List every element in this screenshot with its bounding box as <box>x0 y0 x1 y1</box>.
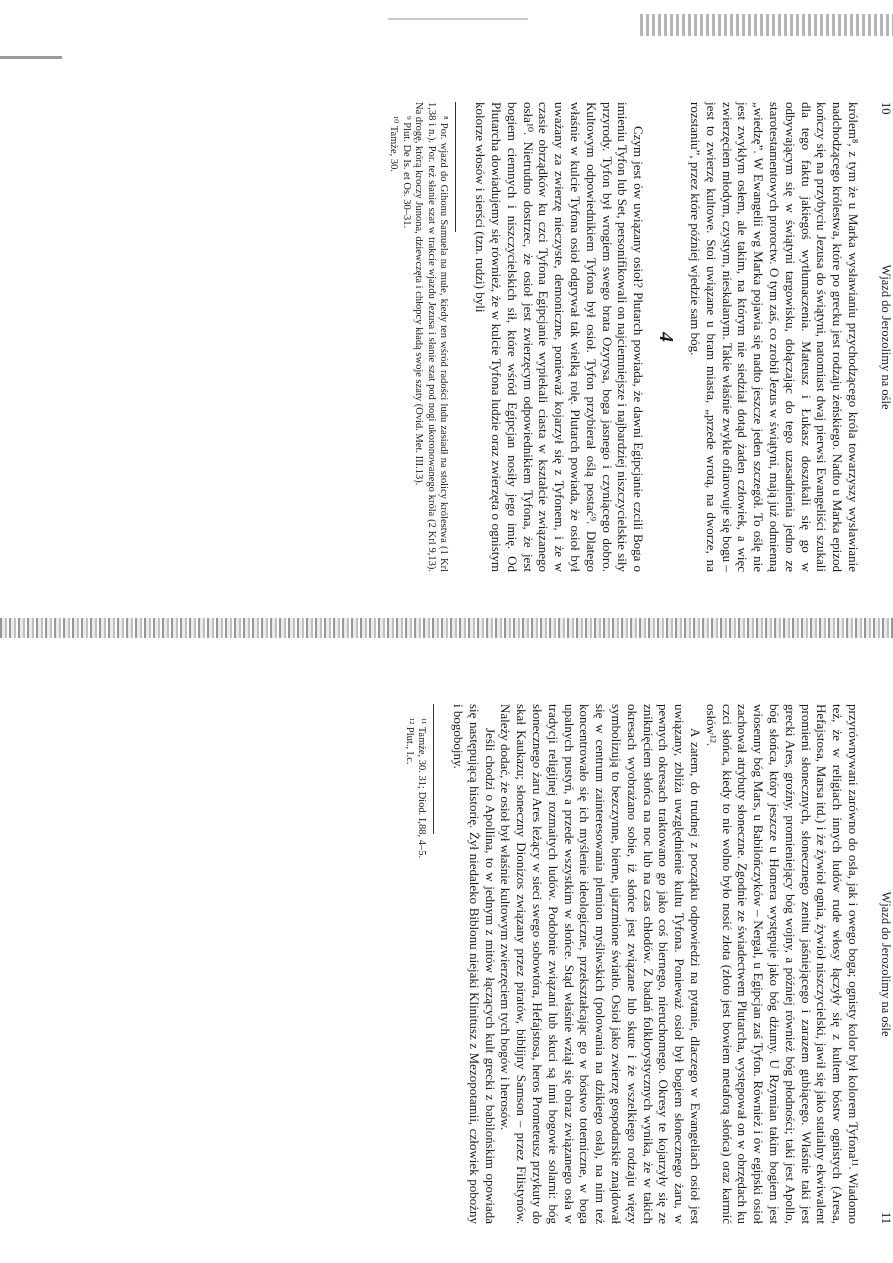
footnote: ⁹ Plut. De Is. et Os. 30–31. <box>400 116 412 229</box>
page-number: 10 <box>879 102 893 115</box>
book-spine <box>0 618 893 638</box>
page-10 <box>115 102 893 572</box>
scan-artifact <box>388 18 528 20</box>
footnote-rule <box>455 102 456 232</box>
body-text <box>450 704 861 1224</box>
running-header <box>873 704 893 1224</box>
paragraph: przyrównywani zarówno do osła, jak i owego boga; ognisty kolor był kolorem Tyfona¹¹. Wiadomo też, że w religiach innych ludów rude włosy łączyły się z kultem bóstw ognistych (Aresa, Hefajstosa, Marsa itd.) i że żywioł ognia, żywioł niszczycielski, jawił się jako statialny ekwiwalent promieni słonecznych, słonecznego zenitu jaśniejącego i zarazem gubiącego. Właśnie taki jest grecki Ares, groźny, promieniejący bóg wojny, a później również bóg płodności; taki jest Apollo, bóg słońca, który jeszcze u Homera występuje jako bóg dżumy. U Rzymian takim bogiem jest wiosenny bóg Mars, u Babilończyków – Nergal, u Egipcjan zaś Tyfon. Również i ów egipski osioł zachował atrybuty słoneczne. Zgodnie ze świadectwem Plutarcha, występował on w obrzędach ku czci słońca, kiedy to nie wolno było nosić złota (złoto jest bowiem metaforą słońca) oraz karmić osłów¹². <box>703 704 861 1224</box>
paragraph: królem⁸, z tym że u Marka wysławianiu przychodzącego króla towarzyszy wysławianie nadchodzącego królestwa, które po grecku jest rodzaju żeńskiego. Nadto u Marka epizod kończy się na przybyciu Jezusa do świątyni, natomiast dwaj pierwsi Ewangeliści szukali dla tego faktu jakiegoś wytłumaczenia. Mateusz i Łukasz doszukali się go w odbywającym się w świątyni targowisku, dołączając do tego uzasadnienia jedno ze starotestamentowych proroctw. O tym zaś, co zrobił Jezus w świątyni, mają już odmienną „wiedzę”. W Ewangelii wg Marka pojawia się nadto jeszcze jeden szczegół. To oślę nie jest zwykłym osłem, ale takim, na którym nie siedział dotąd żaden człowiek, a więc zwierzęciem młodym, czystym, nieskalanym. Takie właśnie zwykle ofiarowuje się bogu – jest to zwierzę kultowe. Stoi uwiązane u bram miasta, „przede wrotą, na dworze, na rozstaniu”, przez które później wjedzie sam bóg. <box>688 102 861 572</box>
footnote-rule <box>433 704 434 834</box>
footnotes <box>387 102 450 572</box>
running-title: Wjazd do Jerozolimy na ośle <box>879 264 893 410</box>
footnotes <box>402 704 427 1224</box>
page-number: 11 <box>879 1211 893 1224</box>
paragraph: Jeśli chodzi o Apollina, to w jednym z mitów łączących kult grecki z babilońskim opowiada się następującą historię. Żył niedaleko Biblonu niejaki Klinitusz z Mezopotamii, człowiek pobożny i bogobojny. <box>451 704 498 1224</box>
running-title: Wjazd do Jerozolimy na ośle <box>879 891 893 1037</box>
scan-artifact <box>0 56 62 59</box>
footnote: ¹² Plut., l.c. <box>403 718 415 765</box>
paragraph: A zatem, do trudnej z początku odpowiedzi na pytanie, dlaczego w Ewangeliach osioł jest uwiązany, zbliża uwzględnienie kultu Tyfona. Ponieważ osioł był bogiem słonecznego żaru, w pewnych okresach traktowano go jako coś biernego, nieruchomego. Okresy te kojarzyły się ze zniknięciem słońca na noc lub na czas chłodów. Z badań folklorystycznych wynika, że w takich okresach wyobrażano sobie, iż słońce jest związane lub skute i że wszelkiego rodzaju więzy symbolizują to bezczynne, bierne, ujarzmione światło. Osioł jako zwierzę gospodarskie znajdował się w centrum zainteresowania plemion myśliwskich (polowania na dzikiego osła), na nim też koncentrowało się ich myślenie ideologiczne, przekształcając go w bóstwo totemiczne, w boga upalnych pustyń, a przede wszystkim w słońce. Stąd właśnie wziął się obraz związanego osła w tradycji religijnej rozmaitych ludów. Podobnie związani lub skuci są inni bogowie solarni: bóg słonecznego żaru Ares leżący w sieci swego sobowtóra, Hefajstosa, heros Prometeusz przykuty do skał Kaukazu; słoneczny Dionizos związany przez piratów, biblijny Samson – przez Filistynów. Należy dodać, że osioł był właśnie kultowym zwierzęciem tych bogów i herosów. <box>498 704 704 1224</box>
paragraph: Czym jest ów uwiązany osioł? Plutarch powiada, że dawni Egipcjanie czcili Boga o imieniu Tyfon lub Set, personifikowali on najciemniejsze i najbardziej niszczycielskie siły przyrody. Tyfon był wrogiem swego brata Ozyrysa, boga jasnego i czyniącego dobro. Kultowym odpowiednikiem Tyfona był osioł. Tyfon przybierał oślą postać⁹. Dlatego właśnie w kulcie Tyfona osioł odgrywał tak wielką rolę. Plutarch powiada, że osioł był uważany za zwierzę nieczyste, demoniczne, ponieważ kojarzył się z Tyfonem, i że w czasie obrządków ku czci Tyfona Egipcjanie wypiekali ciasta w kształcie związanego osła¹⁰. Nietrudno dostrzec, że osioł jest zwierzęcym odpowiednikiem Tyfona, że jest bogiem ciemnych i niszczycielskich sił, które wśród Egipcjan nosiły jego imię. Od Plutarcha dowiadujemy się również, że w kulcie Tyfona ludzie oraz zwierzęta o ognistym kolorze włosów i sierści (tzn. rudzi) byli <box>473 102 647 572</box>
running-header <box>873 102 893 572</box>
scan-artifact <box>640 14 893 36</box>
section-number: 4 <box>655 332 678 342</box>
page-11 <box>115 704 893 1224</box>
footnote: ¹¹ Tamże, 30. 31; Diod. I,88, 4–5. <box>416 718 428 859</box>
footnote: ⁸ Por. wjazd do Gihonu Samuela na mule, kiedy ten wśród radości ludu zasiadł na stolicy królestwa (1 Krl 1,38 i n.). Por. też słanie szat w trakcie wjazdu Jezusa i słanie szat pod nogi ukoronowanego króla (2 Krl 9,13). Na drogę, którą kroczy Junona, dziewczęta i chłopcy kładą swoje szaty (Ovid. Met. III.13). <box>413 102 450 572</box>
footnote: ¹⁰ Tamże, 30. <box>388 116 400 172</box>
body-text <box>472 102 861 572</box>
